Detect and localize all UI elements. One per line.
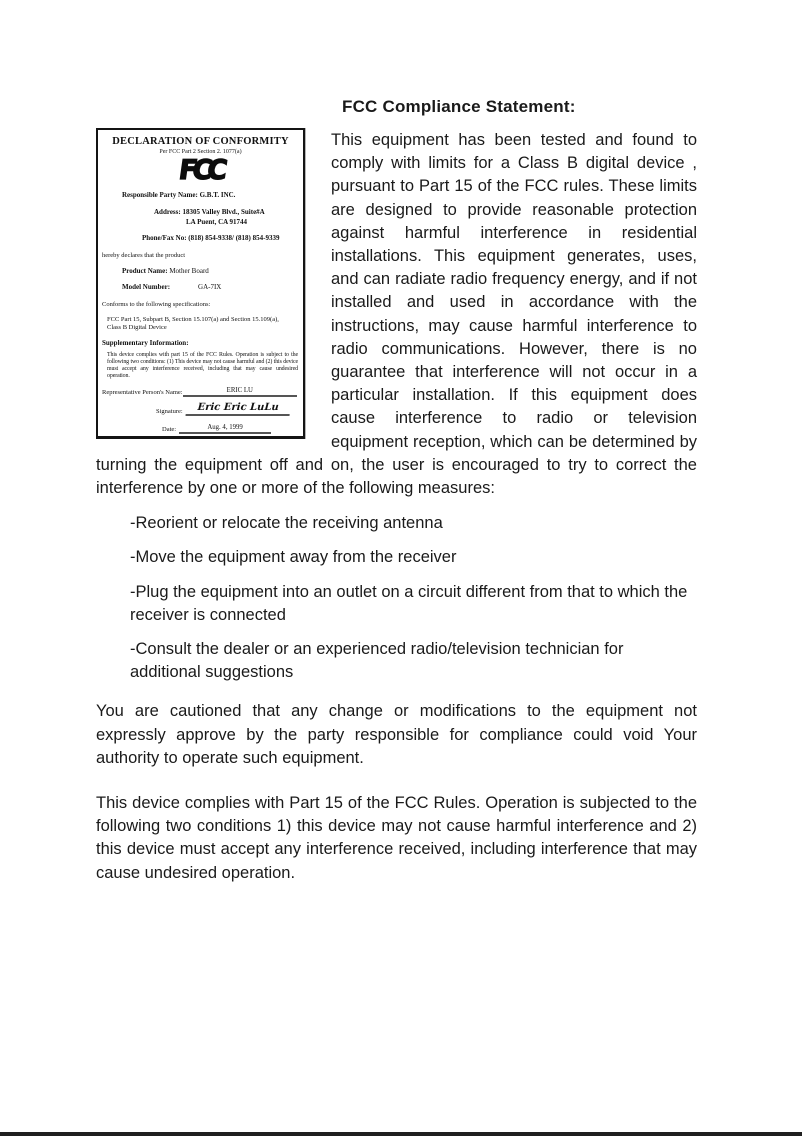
specifications xyxy=(107,316,303,332)
address-value-line2: LA Puent, CA 91744 xyxy=(186,218,248,226)
address-row-2 xyxy=(186,218,303,227)
declaration-title: DECLARATION OF CONFORMITY xyxy=(112,136,289,147)
date-value: Aug. 4, 1999 xyxy=(179,423,271,434)
measures-list xyxy=(130,512,697,684)
model-number-label: Model Number: xyxy=(122,283,171,291)
address-label: Address: xyxy=(154,208,181,216)
page-title: FCC Compliance Statement: xyxy=(342,97,576,116)
declares-line: hereby declares that the product xyxy=(102,252,186,259)
spec-line-2: Class B Digital Device xyxy=(107,324,167,331)
intro-paragraph: This equipment has been tested and found to comply with limits for a Class B digital device , pursuant to Part 15 of the FCC rules. These limits are designed to provide reasonable protection against harmful interference in residential installations. This equipment generates, uses, and can radiate radio frequency energy, and if not installed and used in accordance with the instructions, may cause harmful interference to radio communications. However, there is no guarantee that interference will not occur in a particular installation. If this equipment does cause interference to radio or television equipment reception, which can be determined by turning the equipment off and on, the user is encouraged to try to correct the interference by one or more of the following measures: xyxy=(96,131,697,498)
model-number-value: GA-7IX xyxy=(198,283,222,291)
fcc-logo-icon: FCC xyxy=(176,155,225,186)
address-row xyxy=(154,208,303,217)
supplementary-label: Supplementary Information: xyxy=(102,339,189,347)
conforms-line: Conforms to the following specifications: xyxy=(102,301,211,308)
signature-row xyxy=(98,402,303,416)
supplementary-text: This device complies with part 15 of the FCC Rules. Operation is subject to the following two conditions: (1) This device may not cause harmful and (2) this device must accept any interference received, including that may cause undesired operation. xyxy=(107,352,298,379)
representative-label: Representative Person's Name: xyxy=(102,389,183,396)
caution-paragraph: You are cautioned that any change or modifications to the equipment not expressly approve by the party responsible for compliance could void Your authority to operate such equipment. xyxy=(96,702,697,767)
address-value: 18305 Valley Blvd., Suite#A xyxy=(182,208,265,216)
responsible-party-value: G.B.T. INC. xyxy=(199,191,236,199)
signature-label: Signature: xyxy=(156,408,183,415)
signature-value: Eric Eric LuLu xyxy=(185,402,290,416)
spec-line-1: FCC Part 15, Subpart B, Section 15.107(a) and Section 15.109(a), xyxy=(107,316,279,323)
model-number-row xyxy=(122,283,303,292)
declaration-of-conformity-box xyxy=(96,128,305,439)
responsible-party-row xyxy=(122,191,303,200)
phone-fax-value: (818) 854-9338/ (818) 854-9339 xyxy=(188,234,280,242)
phone-fax-label: Phone/Fax No: xyxy=(142,234,187,242)
measure-item-consult: -Consult the dealer or an experienced radio/television technician for additional suggestions xyxy=(130,640,624,682)
measure-item-move: -Move the equipment away from the receiver xyxy=(130,548,457,567)
product-name-value: Mother Board xyxy=(169,267,209,275)
page-bottom-edge xyxy=(0,1132,802,1136)
date-row xyxy=(98,423,303,434)
declaration-subtitle: Per FCC Part 2 Section 2. 1077(a) xyxy=(159,149,242,155)
phone-fax-row xyxy=(142,234,303,243)
compliance-paragraph: This device complies with Part 15 of the FCC Rules. Operation is subjected to the following two conditions 1) this device may not cause harmful interference and 2) this device must accept any interference received, including interference that may cause undesired operation. xyxy=(96,794,697,882)
measure-item-plug: -Plug the equipment into an outlet on a circuit different from that to which the receiver is connected xyxy=(130,582,688,624)
date-label: Date: xyxy=(162,426,177,433)
measure-item-reorient: -Reorient or relocate the receiving antenna xyxy=(130,514,443,533)
product-name-row xyxy=(122,267,303,276)
representative-row xyxy=(102,386,297,397)
responsible-party-label: Responsible Party Name: xyxy=(122,191,198,199)
representative-value: ERIC LU xyxy=(183,386,297,397)
product-name-label: Product Name: xyxy=(122,267,168,275)
